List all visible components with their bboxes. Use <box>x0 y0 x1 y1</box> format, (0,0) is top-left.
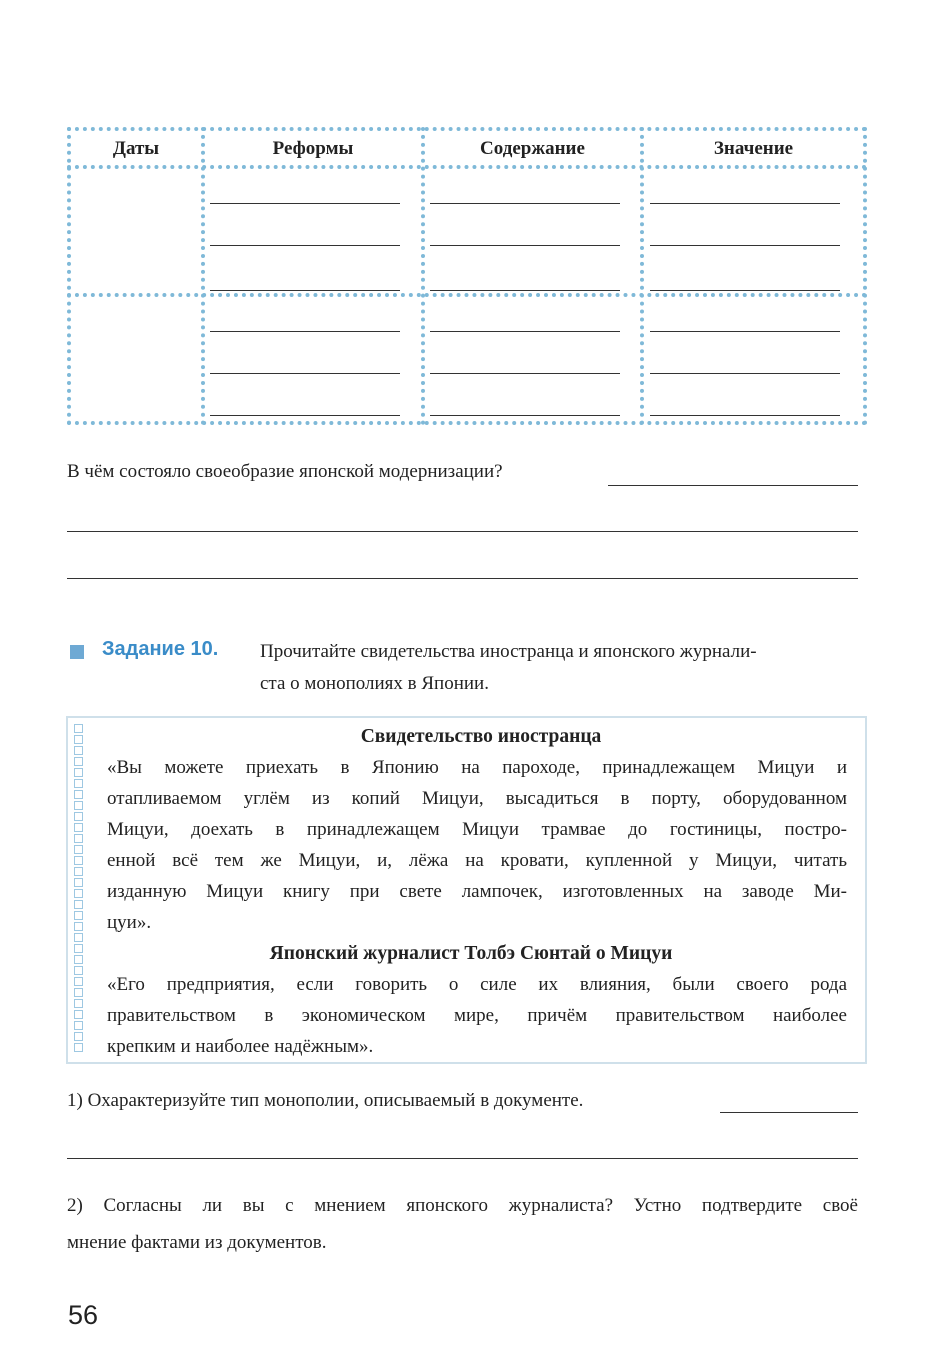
decor-square <box>74 1010 83 1019</box>
question-modernization: В чём состояло своеобразие японской модернизации? <box>67 461 503 482</box>
decor-square <box>74 944 83 953</box>
answer-line[interactable] <box>67 531 858 532</box>
table-border-col3 <box>640 127 644 425</box>
answer-line[interactable] <box>67 578 858 579</box>
decor-square <box>74 955 83 964</box>
decor-square <box>74 823 83 832</box>
decor-square <box>74 966 83 975</box>
decor-square <box>74 790 83 799</box>
quote1-line: отапливаемом углём из копий Мицуи, высадиться в порту, оборудованном <box>107 788 847 809</box>
answer-line[interactable] <box>430 290 620 291</box>
decor-square <box>74 779 83 788</box>
decor-square <box>74 812 83 821</box>
answer-line[interactable] <box>650 373 840 374</box>
decor-square <box>74 834 83 843</box>
decor-square <box>74 933 83 942</box>
decor-square <box>74 988 83 997</box>
decor-square <box>74 977 83 986</box>
column-header-significance: Значение <box>713 138 794 159</box>
column-header-content: Содержание <box>480 138 585 159</box>
table-border-col1 <box>201 127 205 425</box>
answer-line[interactable] <box>210 245 400 246</box>
quote1-line: енной всё тем же Мицуи, и, лёжа на кровати, купленной у Мицуи, читать <box>107 850 847 871</box>
quote2-line: правительством в экономическом мире, причём правительством наиболее <box>107 1005 847 1026</box>
decor-square <box>74 1032 83 1041</box>
decor-square <box>74 724 83 733</box>
document-decor-stripe <box>74 724 88 1054</box>
answer-line[interactable] <box>650 415 840 416</box>
answer-line[interactable] <box>210 415 400 416</box>
decor-square <box>74 757 83 766</box>
answer-line[interactable] <box>650 290 840 291</box>
answer-line[interactable] <box>67 1158 858 1159</box>
decor-square <box>74 845 83 854</box>
task-text-line1: Прочитайте свидетельства иностранца и японского журнали- <box>260 641 757 662</box>
question-2-line1: 2) Согласны ли вы с мнением японского журналиста? Устно подтвердите своё <box>67 1195 858 1216</box>
decor-square <box>74 889 83 898</box>
decor-square <box>74 900 83 909</box>
answer-line[interactable] <box>210 203 400 204</box>
page-number: 56 <box>68 1300 99 1330</box>
decor-square <box>74 735 83 744</box>
decor-square <box>74 1043 83 1052</box>
answer-line[interactable] <box>720 1112 858 1113</box>
decor-square <box>74 856 83 865</box>
answer-line[interactable] <box>650 203 840 204</box>
task-marker <box>70 645 84 659</box>
question-1: 1) Охарактеризуйте тип монополии, описываемый в документе. <box>67 1090 584 1111</box>
table-border-col2 <box>421 127 425 425</box>
quote1-line: цуи». <box>107 912 152 933</box>
quote1-line: изданную Мицуи книгу при свете лампочек, изготовленных на заводе Ми- <box>107 881 847 902</box>
table-border-left <box>67 127 71 425</box>
answer-line[interactable] <box>650 245 840 246</box>
table-border-header <box>67 165 867 169</box>
table-border-top <box>67 127 867 131</box>
decor-square <box>74 768 83 777</box>
decor-square <box>74 922 83 931</box>
column-header-reforms: Реформы <box>272 138 354 159</box>
table-border-bottom <box>67 421 867 425</box>
table-border-right <box>863 127 867 425</box>
answer-line[interactable] <box>430 245 620 246</box>
answer-line[interactable] <box>608 485 858 486</box>
decor-square <box>74 867 83 876</box>
task-label: Задание 10. <box>102 638 219 660</box>
quote2-line: крепким и наиболее надёжным». <box>107 1036 374 1057</box>
answer-line[interactable] <box>650 331 840 332</box>
decor-square <box>74 801 83 810</box>
quote1-line: Мицуи, доехать в принадлежащем Мицуи трамвае до гостиницы, постро- <box>107 819 847 840</box>
quote1-line: «Вы можете приехать в Японию на пароходе, принадлежащем Мицуи и <box>107 757 847 778</box>
decor-square <box>74 911 83 920</box>
answer-line[interactable] <box>430 415 620 416</box>
quote2-line: «Его предприятия, если говорить о силе их влияния, были своего рода <box>107 974 847 995</box>
question-2-line2: мнение фактами из документов. <box>67 1232 327 1253</box>
decor-square <box>74 878 83 887</box>
answer-line[interactable] <box>210 331 400 332</box>
answer-line[interactable] <box>210 290 400 291</box>
document-heading-journalist: Японский журналист Толбэ Сюнтай о Мицуи <box>269 943 673 964</box>
answer-line[interactable] <box>210 373 400 374</box>
decor-square <box>74 1021 83 1030</box>
decor-square <box>74 999 83 1008</box>
table-border-row <box>67 293 867 297</box>
answer-line[interactable] <box>430 373 620 374</box>
answer-line[interactable] <box>430 331 620 332</box>
task-text-line2: ста о монополиях в Японии. <box>260 673 489 694</box>
document-heading-foreigner: Свидетельство иностранца <box>360 726 602 747</box>
reforms-table <box>67 127 867 427</box>
decor-square <box>74 746 83 755</box>
answer-line[interactable] <box>430 203 620 204</box>
column-header-dates: Даты <box>112 138 160 159</box>
